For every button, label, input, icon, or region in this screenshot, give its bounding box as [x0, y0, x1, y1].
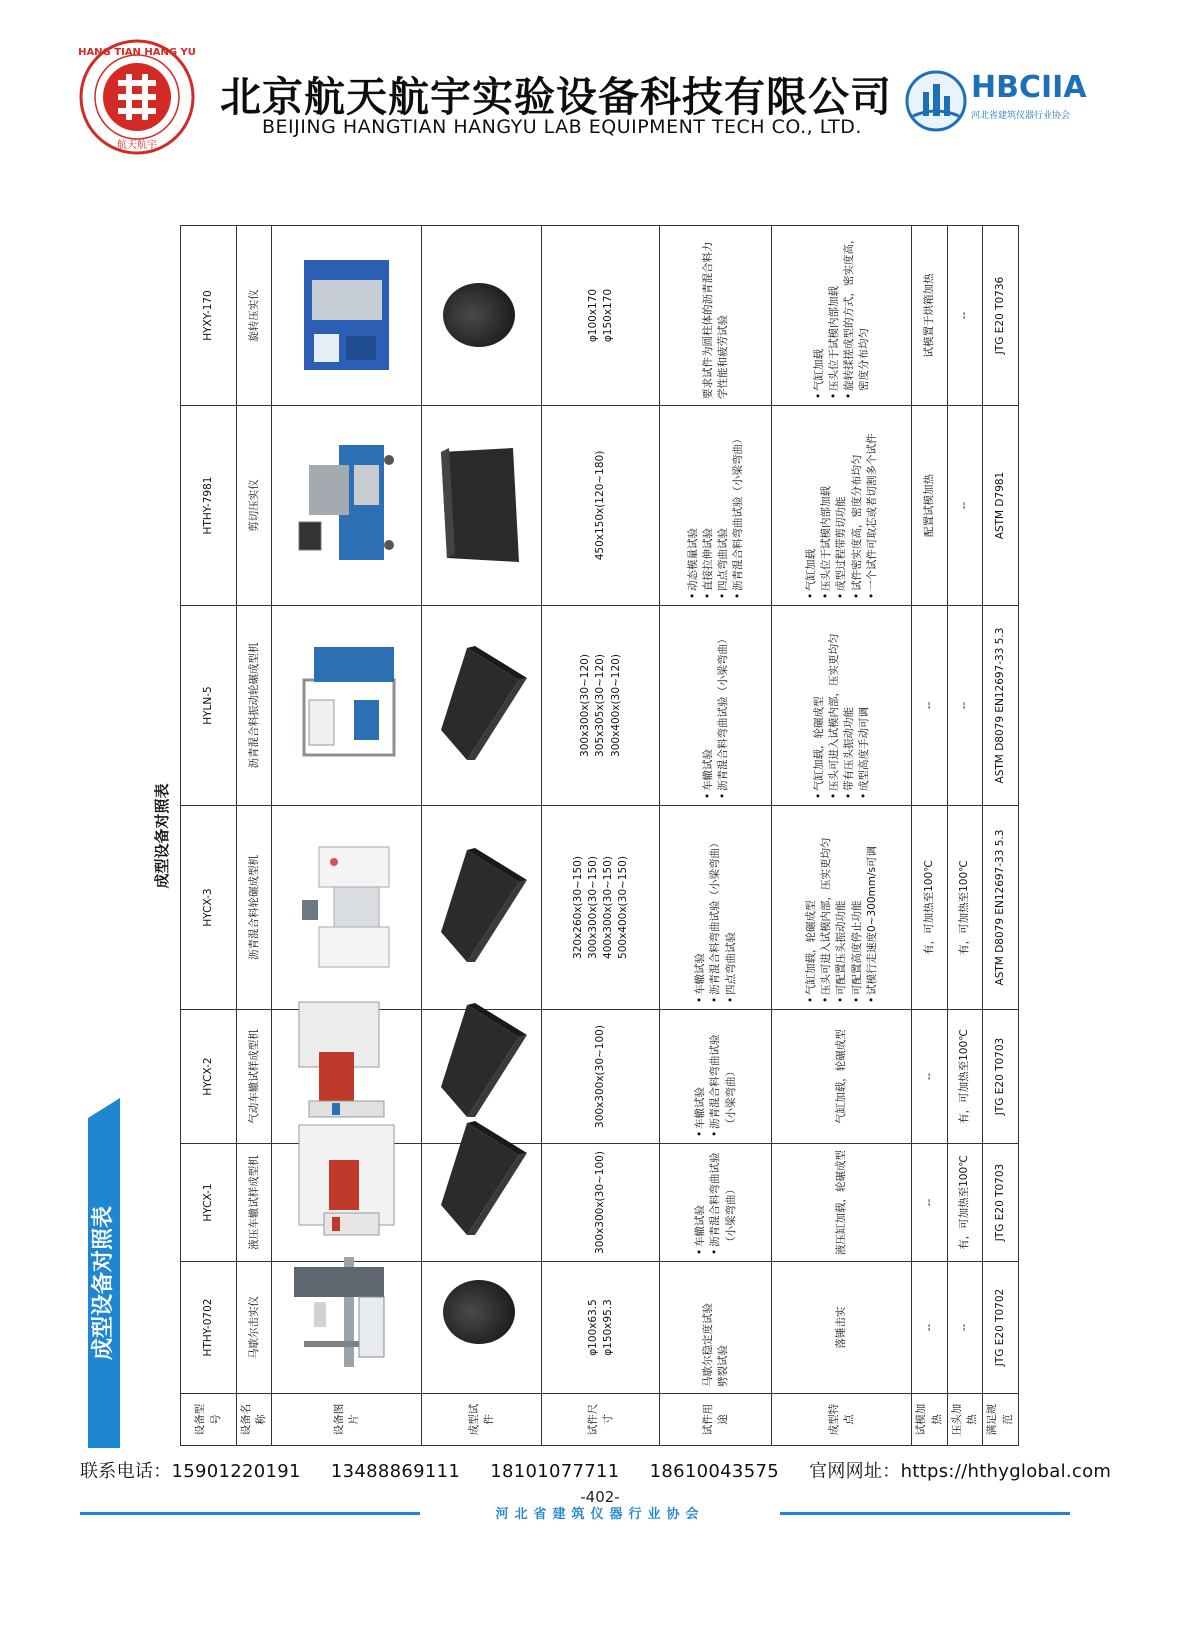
company-name-chinese: 北京航天航宇实验设备科技有限公司	[220, 73, 892, 121]
use-item: 要求试件为圆柱体的沥青混合料力学性能和疲劳试验	[701, 241, 729, 399]
sample-use-cell	[660, 1144, 772, 1262]
model-cell: HYLN-5	[181, 606, 237, 806]
row-label: 成型试件	[422, 1394, 542, 1446]
sample-image-cell	[422, 406, 542, 606]
page-number: -402-	[580, 1488, 620, 1506]
mold-heating-cell: --	[912, 1144, 947, 1262]
standard-cell: JTG E20 T0703	[983, 1144, 1018, 1262]
use-item: • 车辙试验	[693, 1150, 708, 1255]
footer-rule-right	[780, 1512, 1070, 1515]
slab-sample-image	[427, 987, 531, 1137]
sample-image-cell	[422, 806, 542, 1010]
use-item: • 沥青混合料弯曲试验（小梁弯曲）	[708, 1016, 738, 1137]
feature-item: • 一个试件可取芯或者切割多个试件	[865, 412, 880, 599]
cylinder-sample-image	[427, 241, 531, 391]
website-label: 官网网址：	[809, 1461, 901, 1482]
machine-photo	[284, 431, 404, 581]
side-banner	[88, 1118, 120, 1448]
head-heating-cell: --	[947, 226, 982, 406]
feature-cell	[772, 1262, 912, 1394]
comparison-table-container	[144, 226, 1014, 1446]
feature-item: • 试模行走速度0~300mm/s可调	[865, 812, 880, 1003]
use-item: • 车辙试验	[701, 612, 716, 799]
model-cell: HYCX-2	[181, 1010, 237, 1144]
row-image	[272, 226, 422, 1446]
phone-4[interactable]: 18610043575	[649, 1461, 779, 1482]
size-cell: φ100x63.5 φ150x95.3	[542, 1262, 660, 1394]
row-label: 设备图片	[272, 1394, 422, 1446]
name-cell: 气动车辙试样成型机	[237, 1010, 272, 1144]
sample-image-cell	[422, 1144, 542, 1262]
size-cell: 300x300x(30~120) 305x305x(30~120) 300x400x(30~120)	[542, 606, 660, 806]
standard-cell: JTG E20 T0736	[983, 226, 1018, 406]
row-label: 试件尺寸	[542, 1394, 660, 1446]
logo-ring-text: HANG TIAN HANG YU	[78, 47, 196, 58]
sample-use-cell	[660, 406, 772, 606]
feature-item: • 可配置压头振动功能	[834, 812, 849, 1003]
row-standard	[983, 226, 1018, 1446]
row-feature	[772, 226, 912, 1446]
feature-item: • 压头位于试模内部加载	[819, 412, 834, 599]
slab-sample-image	[427, 631, 531, 781]
machine-image-cell	[272, 1010, 422, 1144]
cylinder-sample-image	[427, 1237, 531, 1387]
use-item: • 四点弯曲试验	[724, 812, 739, 1003]
head-heating-cell: 有，可加热至100℃	[947, 806, 982, 1010]
standard-cell: ASTM D8079 EN12697-33 5.3	[983, 806, 1018, 1010]
feature-item: • 带有压头振动功能	[842, 612, 857, 799]
machine-image-cell	[272, 1262, 422, 1394]
feature-item: • 气缸加载，轮碾成型	[804, 812, 819, 1003]
head-heating-cell: 有，可加热至100℃	[947, 1144, 982, 1262]
size-cell: φ100x170 φ150x170	[542, 226, 660, 406]
model-cell: HYCX-1	[181, 1144, 237, 1262]
row-model	[181, 226, 237, 1446]
side-banner-corner	[88, 1098, 120, 1118]
use-item: • 动态模量试验	[686, 412, 701, 599]
size-cell: 450x150x(120~180)	[542, 406, 660, 606]
row-sample	[422, 226, 542, 1446]
name-cell: 液压车辙试样成型机	[237, 1144, 272, 1262]
website-link[interactable]: https://hthyglobal.com	[900, 1461, 1112, 1482]
sample-image-cell	[422, 226, 542, 406]
machine-photo	[284, 1237, 404, 1387]
use-item: • 车辙试验	[693, 1016, 708, 1137]
row-label: 设备名称	[237, 1394, 272, 1446]
logo-bottom-text: 航天航宇	[117, 140, 157, 151]
sample-use-cell	[660, 1010, 772, 1144]
mold-heating-cell: 有，可加热至100℃	[912, 806, 947, 1010]
association-logo-text: HBCIIA	[971, 70, 1087, 105]
name-cell: 沥青混合料轮碾成型机	[237, 806, 272, 1010]
contact-label: 联系电话：	[80, 1461, 172, 1482]
use-item: • 沥青混合料弯曲试验（小梁弯曲）	[708, 812, 723, 1003]
feature-cell	[772, 226, 912, 406]
slab-sample-image	[427, 833, 531, 983]
model-cell: HTHY-7981	[181, 406, 237, 606]
beam-sample-image	[427, 431, 531, 581]
size-cell: 320x260x(30~150) 300x300x(30~150) 400x300x(30~150) 500x400x(30~150)	[542, 806, 660, 1010]
name-cell: 剪切压实仪	[237, 406, 272, 606]
feature-item: • 可配置高度停止功能	[850, 812, 865, 1003]
machine-image-cell	[272, 1144, 422, 1262]
row-label: 试模加热	[912, 1394, 947, 1446]
phone-3[interactable]: 18101077711	[490, 1461, 620, 1482]
contact-line	[80, 1457, 1111, 1483]
row-size	[542, 226, 660, 1446]
association-logo-subtitle: 河北省建筑仪器行业协会	[971, 111, 1071, 121]
head-heating-cell: --	[947, 1262, 982, 1394]
mold-heating-cell: --	[912, 1262, 947, 1394]
row-name	[237, 226, 272, 1446]
sample-use-cell	[660, 806, 772, 1010]
feature-item: • 气缸加载，轮碾成型	[812, 612, 827, 799]
feature-item: 落锤击实	[835, 1306, 848, 1349]
feature-cell	[772, 606, 912, 806]
feature-cell	[772, 1144, 912, 1262]
machine-image-cell	[272, 806, 422, 1010]
model-cell: HTHY-0702	[181, 1262, 237, 1394]
globe-building-icon	[905, 70, 967, 132]
size-cell: 300x300x(30~100)	[542, 1010, 660, 1144]
comparison-table	[180, 225, 1019, 1446]
sample-image-cell	[422, 1010, 542, 1144]
row-use	[660, 226, 772, 1446]
phone-1[interactable]: 15901220191	[171, 1461, 301, 1482]
use-item: • 车辙试验	[693, 812, 708, 1003]
name-cell: 马歇尔击实仪	[237, 1262, 272, 1394]
row-label: 满足规范	[983, 1394, 1018, 1446]
phone-2[interactable]: 13488869111	[330, 1461, 461, 1482]
feature-item: • 气缸加载	[812, 232, 827, 399]
head-heating-cell: 有，可加热至100℃	[947, 1010, 982, 1144]
machine-photo	[284, 241, 404, 391]
feature-item: • 压头可进入试模内部，压实更均匀	[819, 812, 834, 1003]
machine-image-cell	[272, 606, 422, 806]
mold-heating-cell: --	[912, 1010, 947, 1144]
feature-item: • 成型过程带剪切功能	[834, 412, 849, 599]
standard-cell: ASTM D8079 EN12697-33 5.3	[983, 606, 1018, 806]
use-item: • 四点弯曲试验	[716, 412, 731, 599]
name-cell: 沥青混合料振动轮碾成型机	[237, 606, 272, 806]
mold-heating-cell: --	[912, 606, 947, 806]
model-cell: HYCX-3	[181, 806, 237, 1010]
feature-cell	[772, 1010, 912, 1144]
sample-use-cell	[660, 226, 772, 406]
name-cell: 旋转压实仪	[237, 226, 272, 406]
sample-image-cell	[422, 606, 542, 806]
row-head-heating	[947, 226, 982, 1446]
feature-item: • 压头位于试模内部加载	[827, 232, 842, 399]
standard-cell: ASTM D7981	[983, 406, 1018, 606]
use-item: • 沥青混合料弯曲试验（小梁弯曲）	[708, 1150, 738, 1255]
machine-image-cell	[272, 226, 422, 406]
feature-item: • 压头可进入试模内部，压实更均匀	[827, 612, 842, 799]
table-title: 成型设备对照表	[153, 783, 171, 889]
standard-cell: JTG E20 T0703	[983, 1010, 1018, 1144]
feature-cell	[772, 806, 912, 1010]
sample-use-cell	[660, 606, 772, 806]
machine-photo	[284, 987, 404, 1137]
row-label: 试件用途	[660, 1394, 772, 1446]
feature-item: 气缸加载，轮碾成型	[835, 1029, 848, 1124]
feature-item: • 气缸加载	[804, 412, 819, 599]
footer-rule-left	[80, 1512, 420, 1515]
feature-item: • 成型高度手动可调	[857, 612, 872, 799]
use-item: 马歇尔稳定度试验	[701, 1303, 714, 1387]
feature-item: • 试件密实度高，密度分布均匀	[850, 412, 865, 599]
head-heating-cell: --	[947, 406, 982, 606]
row-label: 压头加热	[947, 1394, 982, 1446]
feature-cell	[772, 406, 912, 606]
use-item: • 沥青混合料弯曲试验（小梁弯曲）	[716, 612, 731, 799]
use-item: 劈裂试验	[716, 1345, 729, 1387]
head-heating-cell: --	[947, 606, 982, 806]
feature-item: • 旋转揉搓成型的方式，密实度高，密度分布均匀	[842, 232, 872, 399]
machine-image-cell	[272, 406, 422, 606]
side-banner-text: 成型设备对照表	[91, 1206, 116, 1361]
model-cell: HYXY-170	[181, 226, 237, 406]
row-label: 设备型号	[181, 1394, 237, 1446]
standard-cell: JTG E20 T0702	[983, 1262, 1018, 1394]
footer-association: 河北省建筑仪器行业协会	[495, 1507, 705, 1522]
company-logo-hangtian	[78, 38, 196, 156]
sample-image-cell	[422, 1262, 542, 1394]
mold-heating-cell: 试模置于烘箱加热	[912, 226, 947, 406]
use-item: • 沥青混合料弯曲试验（小梁弯曲）	[731, 412, 746, 599]
use-item: • 直接拉伸试验	[701, 412, 716, 599]
mold-heating-cell: 配置试模加热	[912, 406, 947, 606]
machine-photo	[284, 631, 404, 781]
machine-photo	[284, 833, 404, 983]
size-cell: 300x300x(30~100)	[542, 1144, 660, 1262]
association-logo	[905, 68, 1085, 134]
sample-use-cell	[660, 1262, 772, 1394]
row-label: 成型特点	[772, 1394, 912, 1446]
company-name-english: BEIJING HANGTIAN HANGYU LAB EQUIPMENT TECH CO., LTD.	[262, 116, 862, 138]
row-mold-heating	[912, 226, 947, 1446]
feature-item: 液压缸加载，轮碾成型	[835, 1150, 848, 1255]
